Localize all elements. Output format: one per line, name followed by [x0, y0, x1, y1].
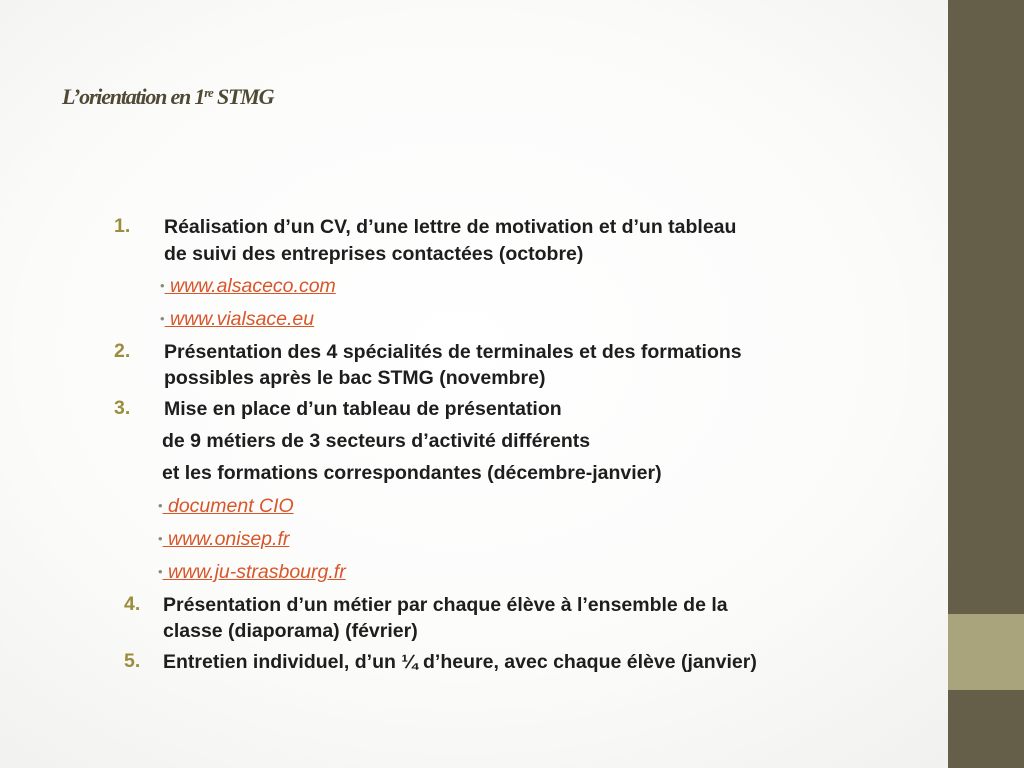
link-alsaceco[interactable]: www.alsaceco.com: [164, 275, 336, 297]
sidebar-accent-block: [948, 614, 1024, 690]
item-1-line-2: de suivi des entreprises contactées (octobre): [164, 243, 584, 265]
item-number-5: 5.: [124, 650, 141, 672]
link-row-vialsace: [160, 307, 314, 333]
title-main: L’orientation en 1: [62, 84, 205, 109]
bullet-icon: •: [160, 278, 165, 293]
item-3-line-1: Mise en place d’un tableau de présentation: [164, 398, 562, 420]
bullet-icon: •: [158, 564, 163, 579]
item-1-line-1: Réalisation d’un CV, d’une lettre de motivation et d’un tableau: [164, 216, 737, 238]
item-2-line-2: possibles après le bac STMG (novembre): [164, 367, 546, 389]
item-number-2: 2.: [114, 340, 131, 362]
link-row-ju-strasbourg: [158, 560, 346, 586]
link-row-alsaceco: [160, 274, 336, 300]
item-2-line-1: Présentation des 4 spécialités de terminales et des formations: [164, 341, 742, 363]
title-tail: STMG: [212, 84, 274, 109]
item-3-line-3: et les formations correspondantes (décembre-janvier): [162, 462, 662, 484]
item-4-line-1: Présentation d’un métier par chaque élève à l’ensemble de la: [163, 594, 728, 616]
link-vialsace[interactable]: www.vialsace.eu: [164, 308, 315, 330]
item-number-4: 4.: [124, 593, 141, 615]
link-row-document-cio: [158, 494, 294, 520]
link-row-onisep: [158, 527, 289, 553]
item-4-line-2: classe (diaporama) (février): [163, 620, 418, 642]
item-3-line-2: de 9 métiers de 3 secteurs d’activité différents: [162, 430, 591, 452]
bullet-icon: •: [158, 531, 163, 546]
title-superscript: re: [204, 85, 213, 100]
item-number-1: 1.: [114, 215, 131, 237]
link-onisep[interactable]: www.onisep.fr: [162, 528, 290, 550]
item-number-3: 3.: [114, 397, 131, 419]
link-document-cio[interactable]: document CIO: [162, 495, 294, 517]
link-ju-strasbourg[interactable]: www.ju-strasbourg.fr: [162, 561, 346, 583]
bullet-icon: •: [158, 498, 163, 513]
bullet-icon: •: [160, 311, 165, 326]
item-5-line-1: Entretien individuel, d’un ¼ d’heure, avec chaque élève (janvier): [163, 651, 757, 673]
